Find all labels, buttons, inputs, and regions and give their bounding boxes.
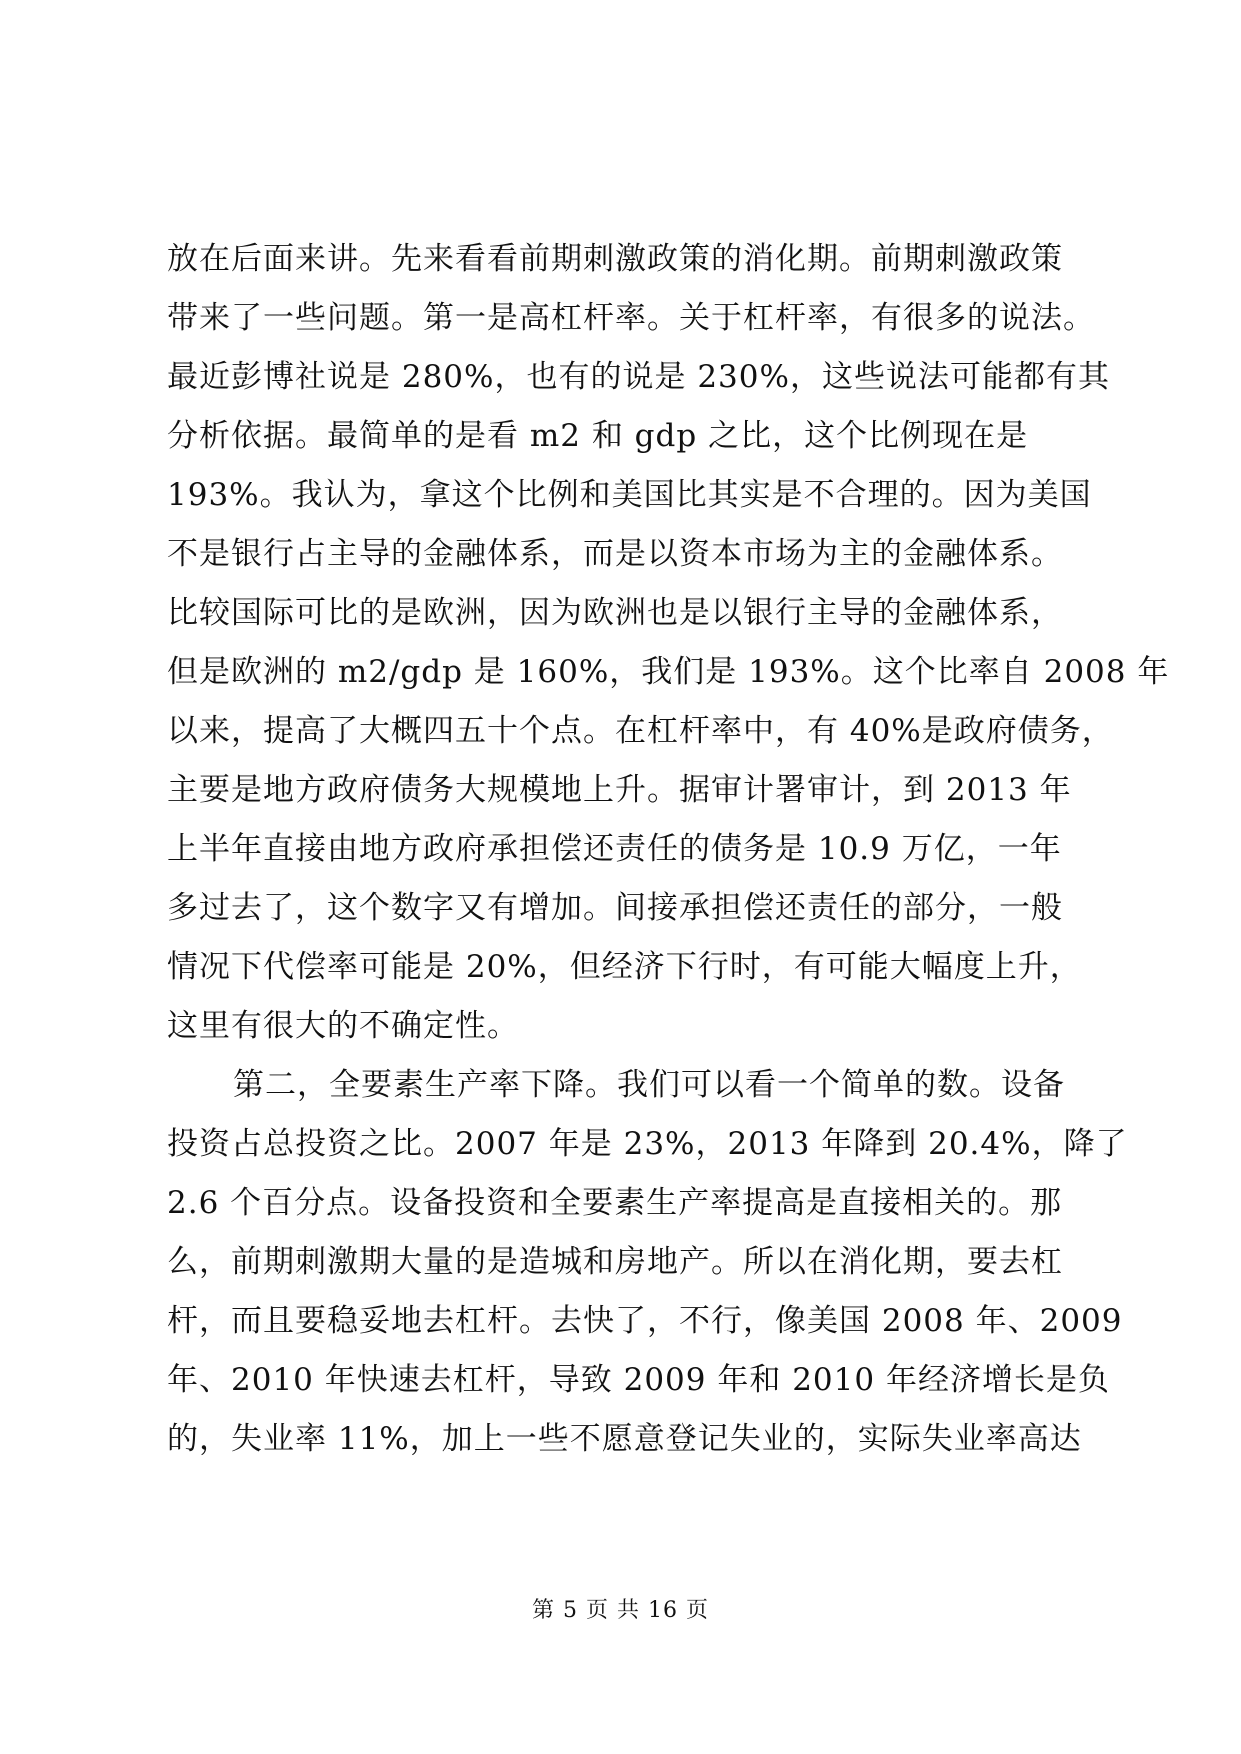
text-line: 年、2010 年快速去杠杆，导致 2009 年和 2010 年经济增长是负 — [167, 1362, 1110, 1398]
text-line: 多过去了，这个数字又有增加。间接承担偿还责任的部分，一般 — [167, 890, 1063, 926]
text-line: 2.6 个百分点。设备投资和全要素生产率提高是直接相关的。那 — [167, 1185, 1063, 1221]
text-line: 分析依据。最简单的是看 m2 和 gdp 之比，这个比例现在是 — [167, 418, 1029, 454]
paragraph-start-line: 第二，全要素生产率下降。我们可以看一个简单的数。设备 — [233, 1067, 1065, 1103]
text-line: 带来了一些问题。第一是高杠杆率。关于杠杆率，有很多的说法。 — [167, 300, 1095, 336]
text-line: 主要是地方政府债务大规模地上升。据审计署审计，到 2013 年 — [167, 772, 1072, 808]
text-line: 投资占总投资之比。2007 年是 23%，2013 年降到 20.4%，降了 — [167, 1126, 1128, 1162]
page-footer: 第 5 页 共 16 页 — [532, 1598, 709, 1623]
text-line: 以来，提高了大概四五十个点。在杠杆率中，有 40%是政府债务， — [167, 713, 1114, 749]
text-line: 的，失业率 11%，加上一些不愿意登记失业的，实际失业率高达 — [167, 1421, 1082, 1457]
document-body — [167, 230, 1170, 1469]
text-line: 杆，而且要稳妥地去杠杆。去快了，不行，像美国 2008 年、2009 — [167, 1303, 1123, 1339]
text-line: 不是银行占主导的金融体系，而是以资本市场为主的金融体系。 — [167, 536, 1063, 572]
text-line: 但是欧洲的 m2/gdp 是 160%，我们是 193%。这个比率自 2008 年 — [167, 654, 1170, 690]
text-line: 放在后面来讲。先来看看前期刺激政策的消化期。前期刺激政策 — [167, 241, 1063, 277]
text-line: 上半年直接由地方政府承担偿还责任的债务是 10.9 万亿，一年 — [167, 831, 1062, 867]
text-line: 193%。我认为，拿这个比例和美国比其实是不合理的。因为美国 — [167, 477, 1092, 513]
text-line: 么，前期刺激期大量的是造城和房地产。所以在消化期，要去杠 — [167, 1244, 1063, 1280]
text-line: 最近彭博社说是 280%，也有的说是 230%，这些说法可能都有其 — [167, 359, 1110, 395]
text-line: 比较国际可比的是欧洲，因为欧洲也是以银行主导的金融体系， — [167, 595, 1063, 631]
text-line: 情况下代偿率可能是 20%，但经济下行时，有可能大幅度上升， — [167, 949, 1082, 985]
text-line: 这里有很大的不确定性。 — [167, 1008, 519, 1044]
